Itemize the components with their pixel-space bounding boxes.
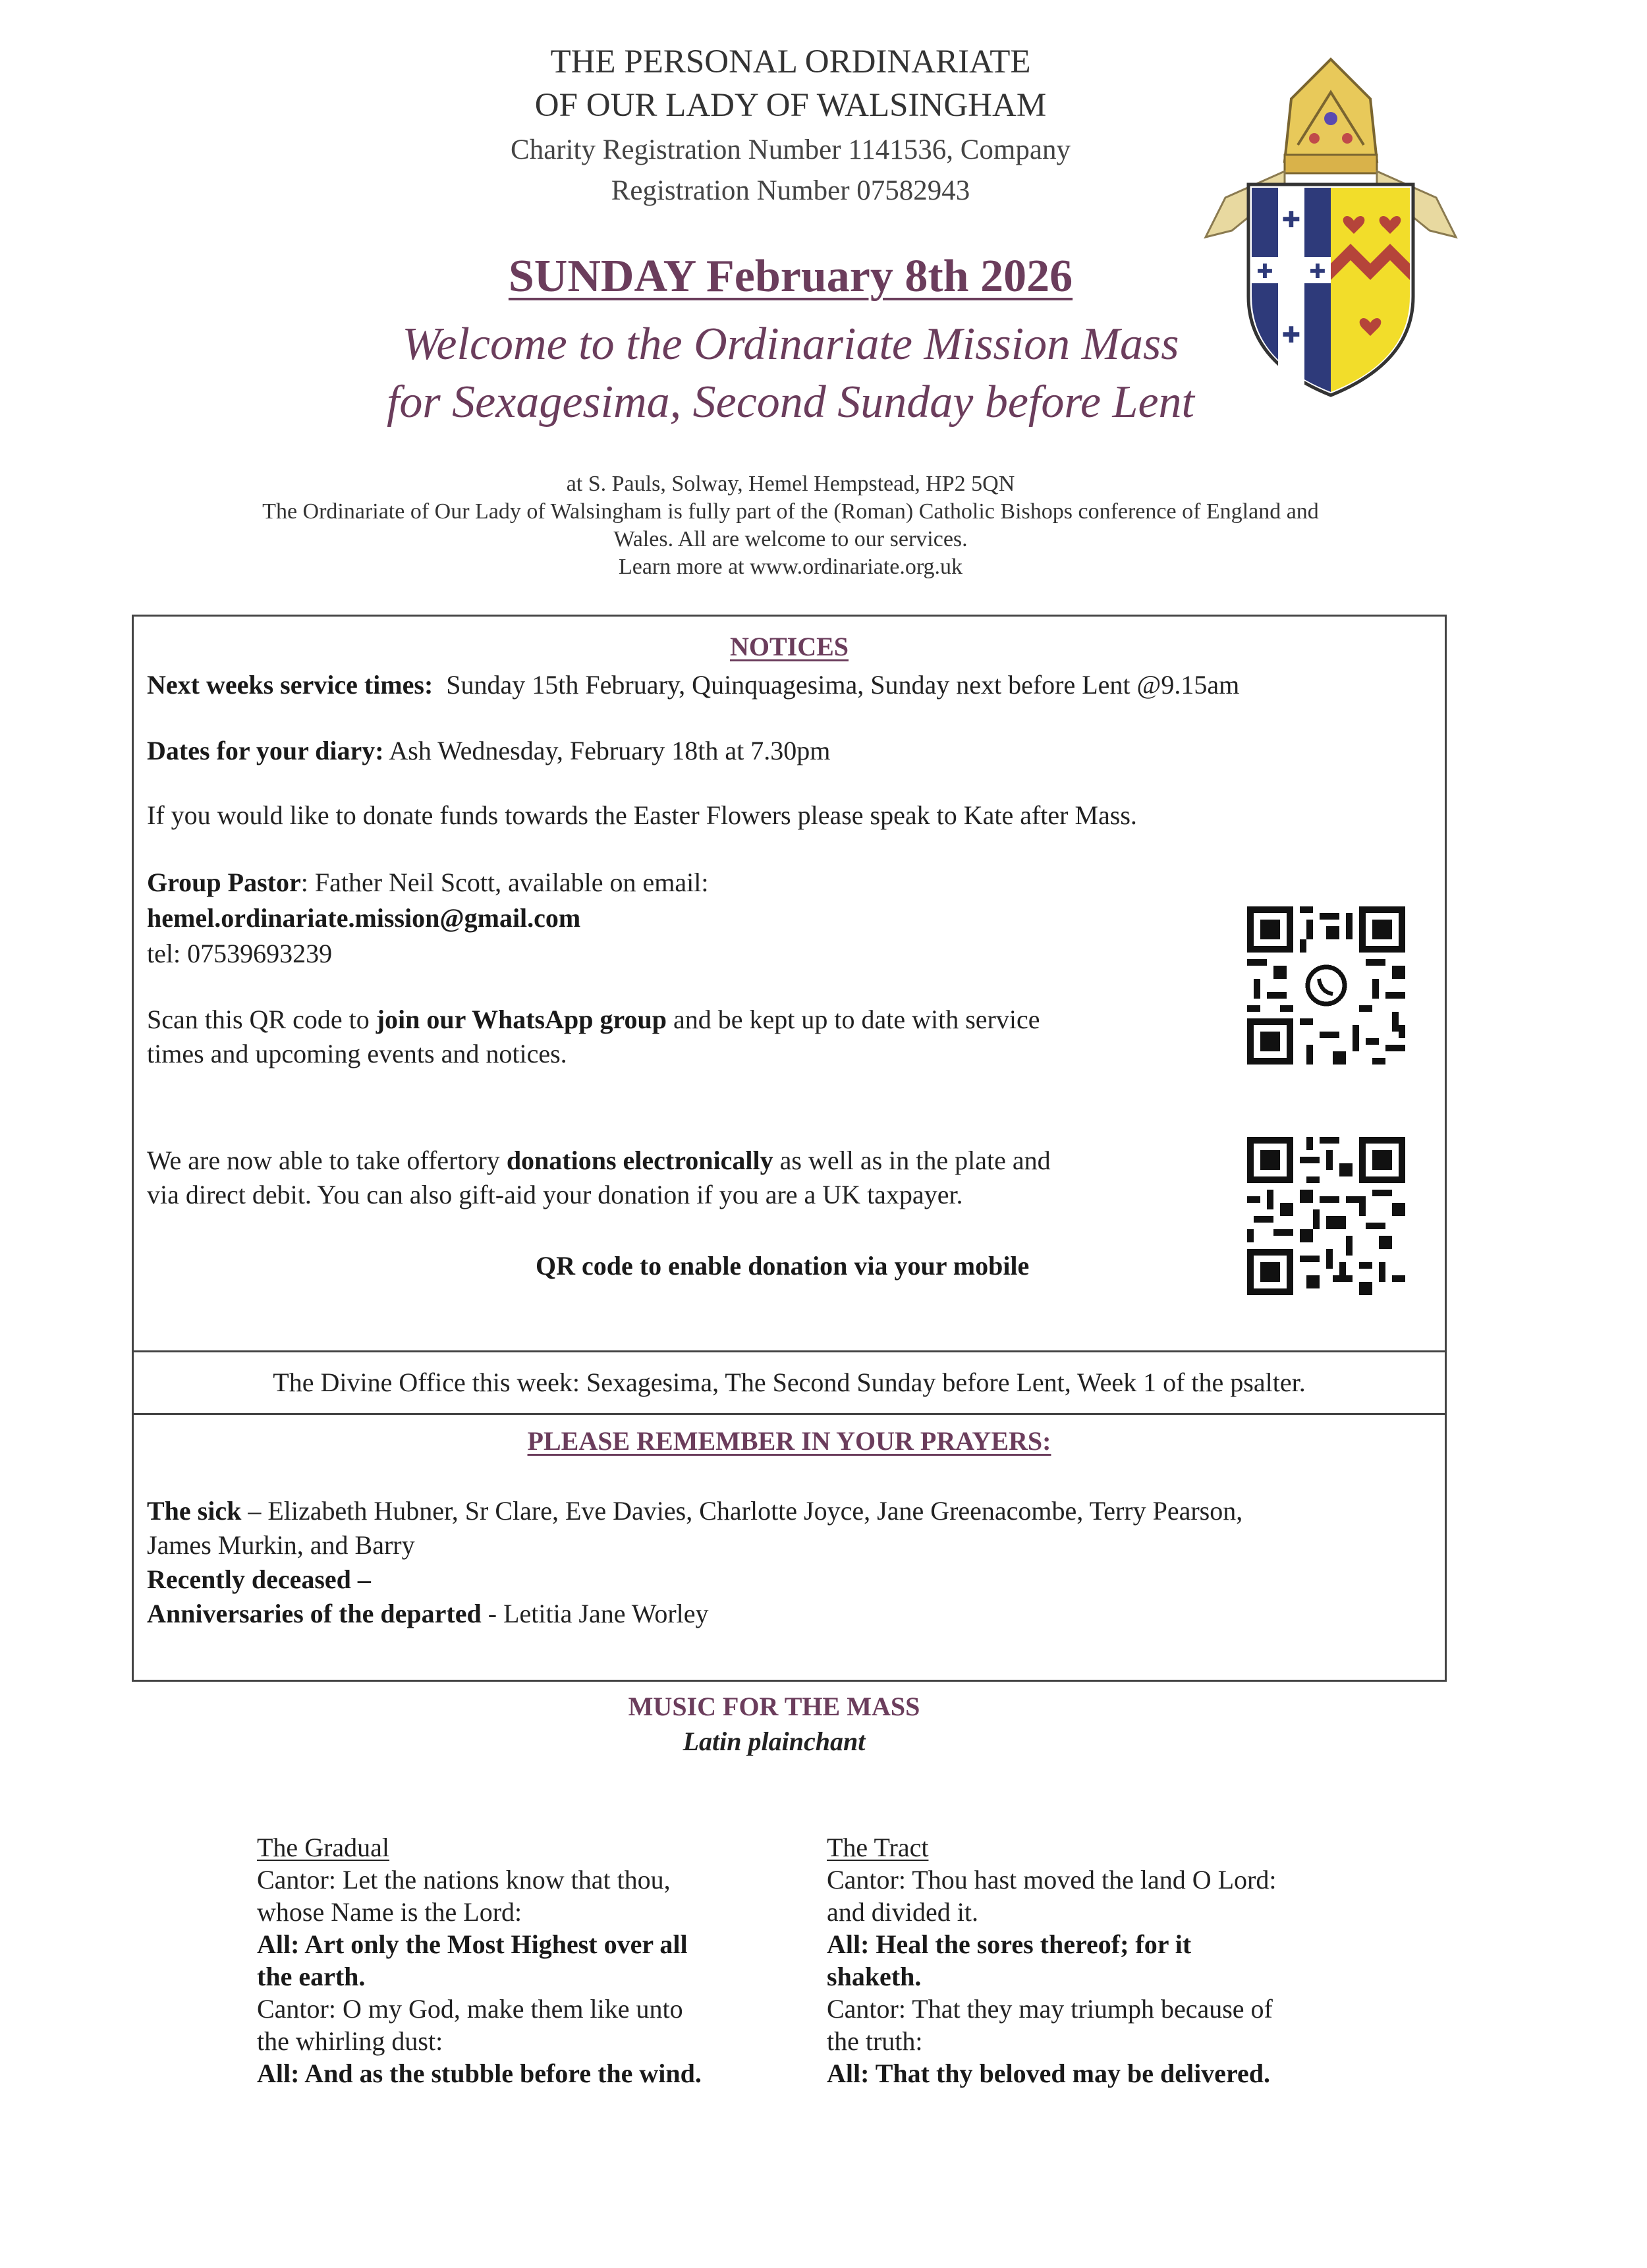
svg-text:✚: ✚ bbox=[1309, 260, 1326, 283]
whatsapp-notice: Scan this QR code to join our WhatsApp group and be kept up to date with service times and upcoming events and notices. bbox=[147, 1005, 1040, 1068]
welcome-line1: Welcome to the Ordinariate Mission Mass bbox=[402, 319, 1179, 370]
tract-all-1b: shaketh. bbox=[827, 1962, 922, 1991]
svg-text:✚: ✚ bbox=[1256, 260, 1273, 283]
donation-qr-caption: QR code to enable donation via your mobile bbox=[536, 1251, 1030, 1281]
gradual-cantor-2b: the whirling dust: bbox=[257, 2026, 443, 2056]
prayers-box bbox=[132, 1413, 1447, 1682]
gradual-all-2: All: And as the stubble before the wind. bbox=[257, 2059, 702, 2088]
prayers-recently-deceased: Recently deceased – bbox=[147, 1564, 371, 1594]
ordinariate-website: Learn more at www.ordinariate.org.uk bbox=[618, 555, 963, 579]
diary-dates bbox=[147, 734, 1399, 768]
pastor-value: : Father Neil Scott, available on email: bbox=[300, 868, 709, 897]
svg-text:✚: ✚ bbox=[1281, 207, 1301, 233]
welcome-line2: for Sexagesima, Second Sunday before Lent bbox=[386, 377, 1195, 428]
prayers-anniversaries: Anniversaries of the departed - Letitia Jane Worley bbox=[147, 1599, 709, 1628]
qr-code-icon bbox=[1247, 906, 1405, 1065]
registration-line1: Charity Registration Number 1141536, Company bbox=[511, 134, 1071, 165]
diary-value: Ash Wednesday, February 18th at 7.30pm bbox=[389, 736, 831, 765]
tract-cantor-2b: the truth: bbox=[827, 2026, 923, 2056]
tract-cantor-1a: Cantor: Thou hast moved the land O Lord: bbox=[827, 1865, 1277, 1895]
qr-code-icon bbox=[1247, 1137, 1405, 1295]
whatsapp-qr-code[interactable] bbox=[1247, 906, 1405, 1065]
electronic-donations-notice: We are now able to take offertory donations electronically as well as in the plate and via direct debit. You can also gift-aid your donation if you are a UK taxpayer. bbox=[147, 1146, 1051, 1209]
prayers-sick: The sick – Elizabeth Hubner, Sr Clare, Eve Davies, Charlotte Joyce, Jane Greenacombe, Terry Pearson, James Murkin, and Barry bbox=[147, 1496, 1243, 1560]
notices-heading: NOTICES bbox=[729, 632, 849, 661]
tract-title: The Tract bbox=[827, 1833, 929, 1862]
registration-line2: Registration Number 07582943 bbox=[611, 175, 970, 206]
next-service-value: Sunday 15th February, Quinquagesima, Sunday next before Lent @9.15am bbox=[446, 670, 1240, 700]
music-heading: MUSIC FOR THE MASS bbox=[628, 1692, 920, 1721]
gradual-all-1a: All: Art only the Most Highest over all bbox=[257, 1929, 688, 1959]
service-date-title: SUNDAY February 8th 2026 bbox=[508, 251, 1073, 302]
divine-office-text: The Divine Office this week: Sexagesima, The Second Sunday before Lent, Week 1 of the psalter. bbox=[273, 1368, 1306, 1397]
church-address: at S. Pauls, Solway, Hemel Hempstead, HP2 5QN bbox=[566, 472, 1015, 496]
easter-flowers-notice: If you would like to donate funds towards the Easter Flowers please speak to Kate after Mass. bbox=[147, 800, 1137, 830]
pastor-label: Group Pastor bbox=[147, 868, 301, 897]
prayers-heading: PLEASE REMEMBER IN YOUR PRAYERS: bbox=[527, 1426, 1051, 1456]
gradual-cantor-1a: Cantor: Let the nations know that thou, bbox=[257, 1865, 671, 1895]
next-service-label: Next weeks service times: bbox=[147, 670, 433, 700]
ordinariate-info-line1: The Ordinariate of Our Lady of Walsingham is fully part of the (Roman) Catholic Bishops conference of England and bbox=[262, 499, 1319, 524]
svg-text:✚: ✚ bbox=[1281, 322, 1301, 348]
music-subheading: Latin plainchant bbox=[683, 1727, 866, 1756]
tract-cantor-1b: and divided it. bbox=[827, 1897, 978, 1927]
gradual-all-1b: the earth. bbox=[257, 1962, 366, 1991]
divine-office-box bbox=[132, 1350, 1447, 1415]
pastor-telephone: tel: 07539693239 bbox=[147, 939, 333, 968]
tract-all-1a: All: Heal the sores thereof; for it bbox=[827, 1929, 1192, 1959]
notices-box bbox=[132, 615, 1447, 1352]
tract-cantor-2a: Cantor: That they may triumph because of bbox=[827, 1994, 1273, 2024]
tract-column bbox=[827, 1831, 1420, 2089]
group-pastor bbox=[147, 866, 1201, 900]
org-name-line2: OF OUR LADY OF WALSINGHAM bbox=[534, 87, 1047, 124]
next-service-times bbox=[147, 668, 1399, 702]
gradual-column bbox=[257, 1831, 837, 2089]
gradual-cantor-2a: Cantor: O my God, make them like unto bbox=[257, 1994, 683, 2024]
diary-label: Dates for your diary: bbox=[147, 736, 384, 765]
donation-qr-code[interactable] bbox=[1247, 1137, 1405, 1295]
ordinariate-info-line2: Wales. All are welcome to our services. bbox=[613, 527, 968, 551]
org-name-line1: THE PERSONAL ORDINARIATE bbox=[550, 43, 1031, 80]
pastor-email[interactable]: hemel.ordinariate.mission@gmail.com bbox=[147, 903, 581, 933]
gradual-title: The Gradual bbox=[257, 1833, 390, 1862]
tract-all-2: All: That thy beloved may be delivered. bbox=[827, 2059, 1270, 2088]
gradual-cantor-1b: whose Name is the Lord: bbox=[257, 1897, 522, 1927]
